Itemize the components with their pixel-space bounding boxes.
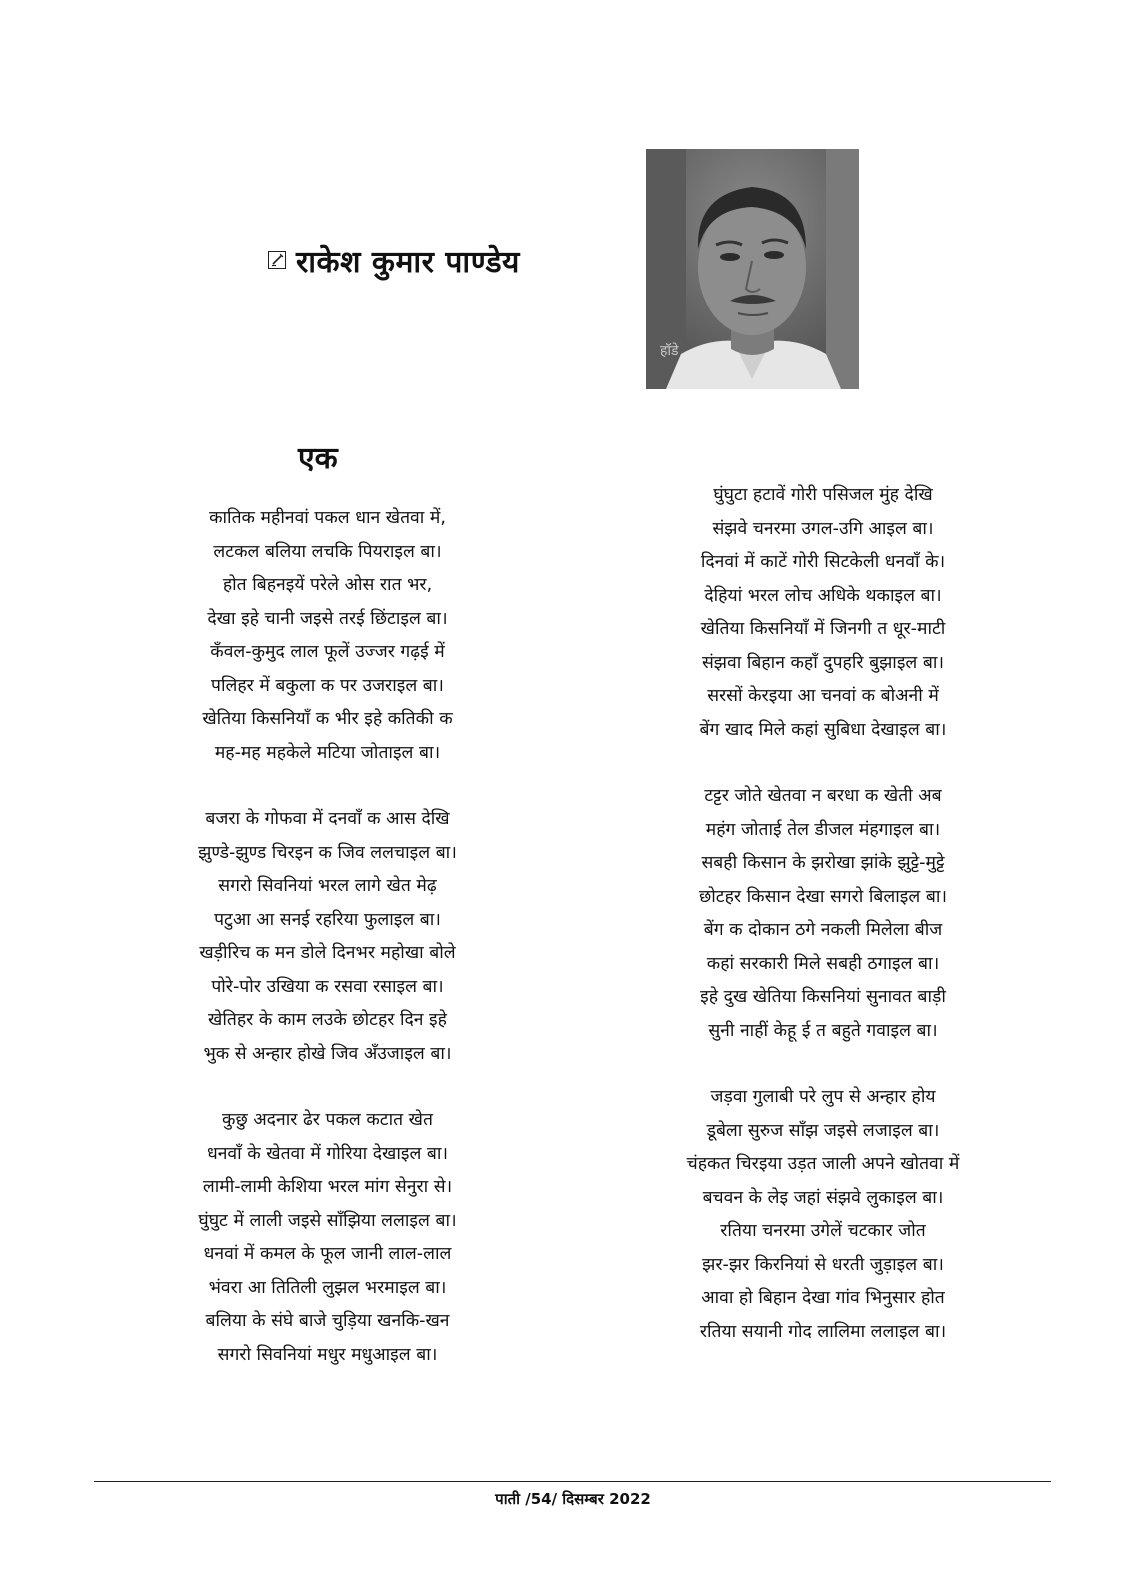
stanza xyxy=(618,780,1028,1048)
poem-line: रतिया चनरमा उगेलें चटकार जोत xyxy=(720,1221,926,1241)
poem-line: चंहकत चिरइया उड़त जाली अपने खोतवा में xyxy=(686,1154,960,1174)
poem-line: खड़ीरिच क मन डोले दिनभर महोखा बोले xyxy=(199,943,456,963)
poem-line: देखा इहे चानी जइसे तरई छिंटाइल बा। xyxy=(207,608,448,629)
page-footer: पाती /54/ दिसम्बर 2022 xyxy=(495,1490,651,1508)
poem-line: भुक से अन्हार होखे जिव अँउजाइल बा। xyxy=(203,1043,452,1064)
poem-line: लामी-लामी केशिया भरल मांग सेनुरा से। xyxy=(202,1177,453,1197)
poem-line: कहां सरकारी मिले सबही ठगाइल बा। xyxy=(706,953,940,974)
poem-line: घुंघुटा हटावें गोरी पसिजल मुंह देखि xyxy=(713,485,933,505)
poem-line: टट्टर जोते खेतवा न बरधा क खेती अब xyxy=(704,786,942,806)
poem-line: घुंघुट में लाली जइसे साँझिया ललाइल बा। xyxy=(198,1210,457,1231)
poem-line: झर-झर किरनियां से धरती जुड़ाइल बा। xyxy=(702,1254,944,1275)
footer-divider xyxy=(94,1481,1051,1482)
poem-line: खेतिया किसनियाँ में जिनगी त धूर-माटी xyxy=(700,619,946,639)
author-photo xyxy=(646,149,859,389)
stanza xyxy=(130,803,525,1071)
stanza xyxy=(618,1081,1028,1349)
svg-text:हॉडे: हॉडे xyxy=(660,343,679,359)
poem-line: महंग जोताई तेल डीजल मंहगाइल बा। xyxy=(705,819,941,840)
poem-line: इहे दुख खेतिया किसनियां सुनावत बाड़ी xyxy=(700,987,946,1007)
right-column xyxy=(618,479,1028,1382)
stanza xyxy=(130,1104,525,1372)
poem-line: कातिक महीनवां पकल धान खेतवा में, xyxy=(209,508,446,528)
poem-line: पटुआ आ सनई रहरिया फुलाइल बा। xyxy=(214,909,441,930)
left-column xyxy=(130,502,525,1405)
poem-line: दिनवां में काटें गोरी सिटकेली धनवाँ के। xyxy=(700,552,946,572)
poem-line: कँवल-कुमुद लाल फूलें उज्जर गढ़ई में xyxy=(210,642,445,662)
poem-line: मह-मह महकेले मटिया जोताइल बा। xyxy=(214,742,441,763)
poem-line: बचवन के लेइ जहां संझवे लुकाइल बा। xyxy=(702,1187,944,1208)
poem-line: सबही किसान के झरोखा झांके झुट्टे-मुट्टे xyxy=(701,853,945,873)
poem-line: धनवाँ के खेतवा में गोरिया देखाइल बा। xyxy=(206,1143,449,1164)
stanza xyxy=(130,502,525,770)
poem-line: बलिया के संघे बाजे चुड़िया खनकि-खन xyxy=(205,1311,450,1331)
poem-line: जड़वा गुलाबी परे लुप से अन्हार होय xyxy=(710,1087,936,1107)
poem-line: संझवे चनरमा उगल-उगि आइल बा। xyxy=(712,518,934,539)
poem-line: सगरो सिवनियां भरल लागे खेत मेढ़ xyxy=(218,876,437,896)
poem-line: डूबेला सुरुज साँझ जइसे लजाइल बा। xyxy=(706,1120,940,1141)
poem-line: पोरे-पोर उखिया क रसवा रसाइल बा। xyxy=(211,976,444,997)
poem-line: धनवां में कमल के फूल जानी लाल-लाल xyxy=(203,1244,452,1264)
poem-line: सुनी नाहीं केहू ई त बहुते गवाइल बा। xyxy=(708,1020,938,1041)
poem-line: संझवा बिहान कहाँ दुपहरि बुझाइल बा। xyxy=(701,652,945,673)
poem-line: लटकल बलिया लचकि पियराइल बा। xyxy=(213,541,442,562)
poem-line: देहियां भरल लोच अधिके थकाइल बा। xyxy=(704,585,942,606)
poem-line: झुण्डे-झुण्ड चिरइन क जिव ललचाइल बा। xyxy=(198,842,457,863)
poem-line: छोटहर किसान देखा सगरो बिलाइल बा। xyxy=(699,886,947,907)
poem-line: कुछु अदनार ढेर पकल कटात खेत xyxy=(222,1110,433,1130)
poem-title: एक xyxy=(298,441,338,476)
poem-line: भंवरा आ तितिली लुझल भरमाइल बा। xyxy=(208,1277,447,1298)
poem-line: सरसों केरइया आ चनवां क बोअनी में xyxy=(707,686,939,706)
poem-line: बेंग क दोकान ठगे नकली मिलेला बीज xyxy=(703,920,943,940)
poem-line: आवा हो बिहान देखा गांव भिनुसार होत xyxy=(701,1288,945,1308)
poem-line: खेतिया किसनियाँ क भीर इहे कतिकी क xyxy=(202,709,453,729)
pen-paper-icon xyxy=(268,251,286,269)
poem-line: रतिया सयानी गोद लालिमा ललाइल बा। xyxy=(699,1321,947,1342)
poem-line: सगरो सिवनियां मधुर मधुआइल बा। xyxy=(217,1344,438,1365)
poem-line: बेंग खाद मिले कहां सुबिधा देखाइल बा। xyxy=(699,719,947,740)
stanza xyxy=(618,479,1028,747)
poem-line: खेतिहर के काम लउके छोटहर दिन इहे xyxy=(208,1010,447,1030)
poem-line: बजरा के गोफवा में दनवाँ क आस देखि xyxy=(205,809,450,829)
poem-line: पलिहर में बकुला क पर उजराइल बा। xyxy=(211,675,444,696)
poem-line: होत बिहनइयें परेले ओस रात भर, xyxy=(222,575,433,595)
author-byline xyxy=(268,240,520,280)
author-name: राकेश कुमार पाण्डेय xyxy=(296,244,520,280)
